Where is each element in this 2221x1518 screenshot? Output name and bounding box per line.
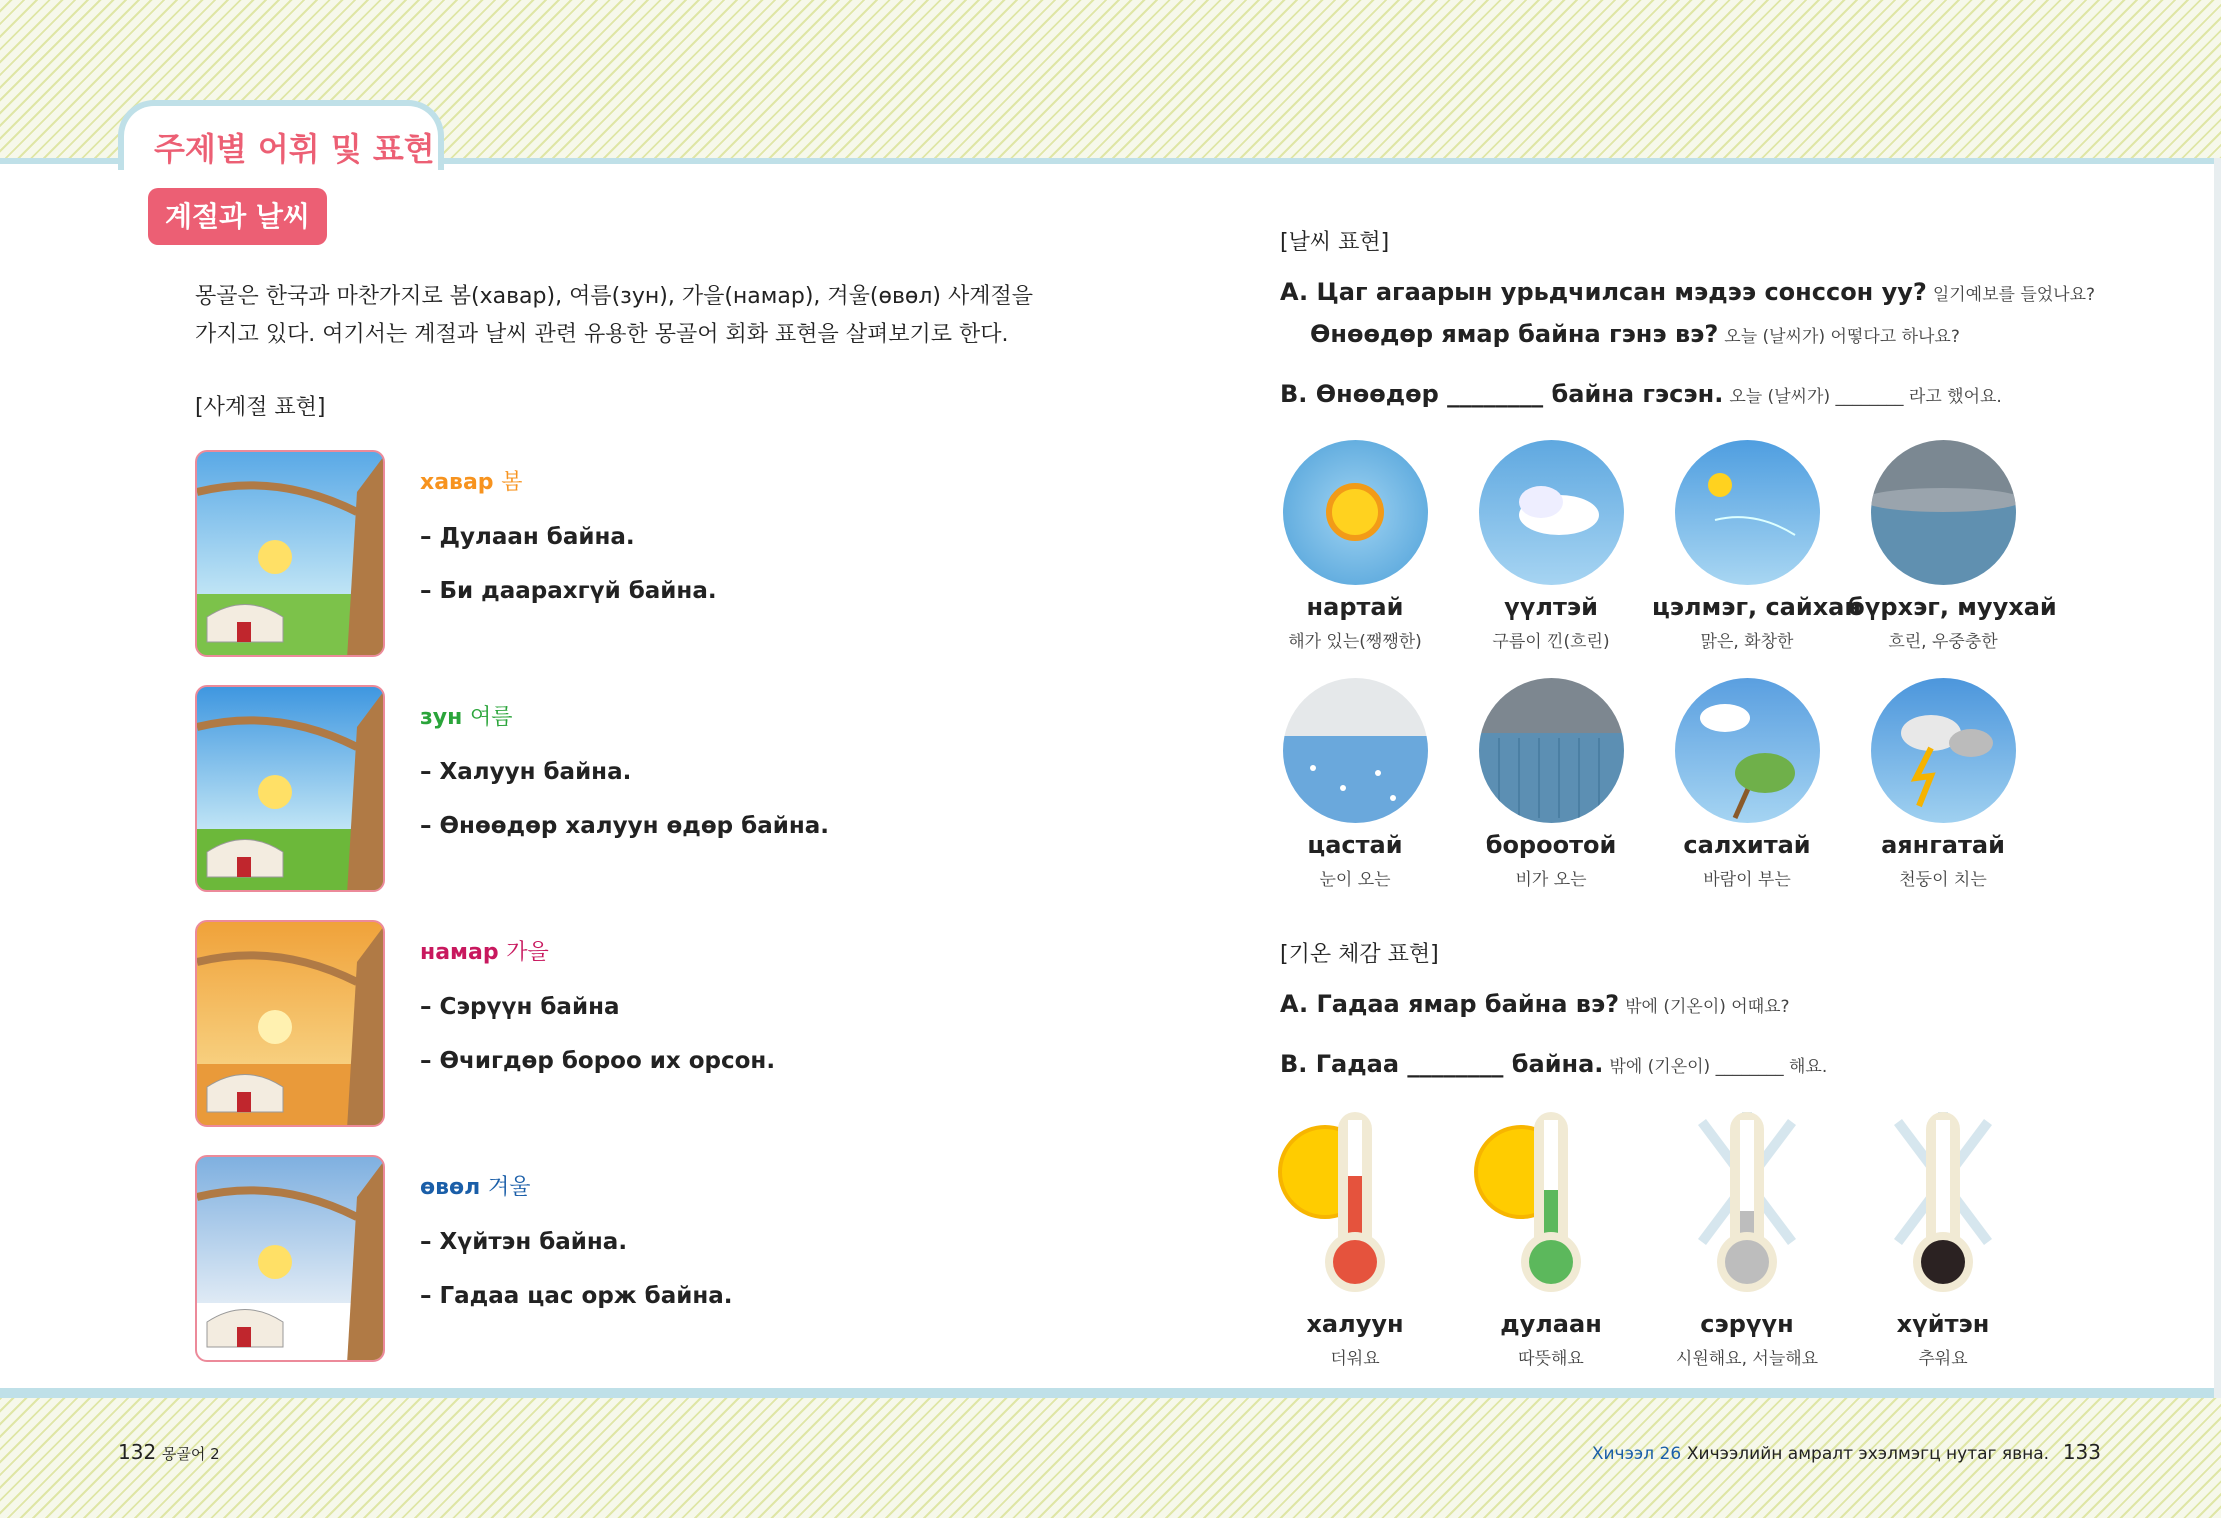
question-a2	[1310, 320, 1960, 348]
question-ko: 일기예보를 들었나요?	[1932, 285, 2096, 305]
lesson-title: Хичээлийн амралт эхэлмэгц нутаг явна.	[1686, 1444, 2050, 1464]
weather-heading: [날씨 표현]	[1280, 230, 1390, 255]
temperature-name-ko: 시원해요, 서늘해요	[1675, 1349, 1819, 1369]
question-ko: 오늘 (날씨가) 어떻다고 하나요?	[1724, 327, 1960, 347]
season-illustration	[195, 450, 385, 657]
question-mn: A. Гадаа ямар байна вэ?	[1280, 990, 1620, 1018]
answer-b	[1280, 380, 2002, 408]
temperature-name-mn: халуун	[1306, 1310, 1404, 1338]
answer-ko: 오늘 (날씨가) ________ 라고 했어요.	[1729, 387, 2002, 407]
intro-line: 몽골은 한국과 마찬가지로 봄(хавар), 여름(зун), 가을(намар), 겨울(өвөл) 사계절을	[195, 284, 1034, 309]
tree-ger-icon	[197, 1157, 385, 1362]
tree-ger-icon	[197, 452, 385, 657]
seasons-heading: [사계절 표현]	[195, 395, 326, 420]
season-name-ko: 겨울	[487, 1175, 531, 1200]
answer-mn: B. Өнөөдөр ________ байна гэсэн.	[1280, 380, 1724, 408]
thermometer-icon	[1466, 1102, 1636, 1302]
page-spine	[2214, 158, 2221, 1398]
weather-name-ko: 흐린, 우중충한	[1888, 632, 1998, 652]
overcast-icon	[1871, 440, 2016, 585]
weather-item	[1652, 440, 1861, 652]
weather-name-ko: 천둥이 치는	[1899, 870, 1987, 890]
weather-name-mn: бүрхэг, муухай	[1848, 593, 2057, 621]
weather-name-ko: 바람이 부는	[1703, 870, 1791, 890]
temperature-name-ko: 따뜻해요	[1518, 1349, 1584, 1369]
answer-ko: 밖에 (기온이) ________ 해요.	[1609, 1057, 1828, 1077]
weather-name-mn: цастай	[1307, 831, 1403, 859]
temperature-name-mn: дулаан	[1500, 1310, 1602, 1338]
season-illustration	[195, 920, 385, 1127]
temp-question-a	[1280, 990, 1790, 1018]
thermometer-icon	[1858, 1102, 2028, 1302]
answer-mn: B. Гадаа ________ байна.	[1280, 1050, 1604, 1078]
rain-icon	[1479, 678, 1624, 823]
footer-right	[1592, 1440, 2101, 1464]
temperature-name-mn: хүйтэн	[1896, 1310, 1990, 1338]
weather-name-mn: цэлмэг, сайхан	[1652, 593, 1861, 621]
season-phrase: – Өнөөдөр халуун өдөр байна.	[420, 813, 829, 839]
weather-name-ko: 맑은, 화창한	[1700, 632, 1794, 652]
temp-answer-b	[1280, 1050, 1827, 1078]
question-ko: 밖에 (기온이) 어때요?	[1625, 997, 1790, 1017]
weather-name-mn: аянгатай	[1881, 831, 2005, 859]
temperature-item	[1652, 1102, 1842, 1369]
page-number: 133	[2062, 1440, 2101, 1464]
temperature-item	[1456, 1102, 1646, 1369]
page-number: 132	[118, 1440, 157, 1464]
season-name-mn: намар	[420, 940, 499, 965]
sun-icon	[1283, 440, 1428, 585]
season-name-mn: өвөл	[420, 1175, 481, 1200]
tree-ger-icon	[197, 687, 385, 892]
weather-name-ko: 해가 있는(쨍쨍한)	[1288, 632, 1422, 652]
temperature-name-mn: сэрүүн	[1700, 1310, 1794, 1338]
season-block	[420, 465, 717, 632]
weather-name-mn: үүлтэй	[1504, 593, 1598, 621]
season-block	[420, 935, 775, 1102]
season-phrase: – Дулаан байна.	[420, 524, 635, 550]
season-block	[420, 1170, 733, 1337]
temp-heading: [기온 체감 표현]	[1280, 942, 1439, 967]
weather-item	[1260, 678, 1450, 890]
weather-name-mn: салхитай	[1683, 831, 1811, 859]
weather-item	[1260, 440, 1450, 652]
weather-item	[1456, 678, 1646, 890]
season-name-ko: 가을	[506, 940, 549, 965]
weather-name-mn: бороотой	[1485, 831, 1617, 859]
question-a	[1280, 278, 2095, 306]
question-mn: Өнөөдөр ямар байна гэнэ вэ?	[1310, 320, 1719, 348]
tree-ger-icon	[197, 922, 385, 1127]
season-phrase: – Би даарахгүй байна.	[420, 578, 717, 604]
thermometer-icon	[1270, 1102, 1440, 1302]
book-title: 몽골어 2	[161, 1445, 220, 1463]
weather-item	[1848, 440, 2057, 652]
cloud-icon	[1479, 440, 1624, 585]
temperature-item	[1260, 1102, 1450, 1369]
snow-icon	[1283, 678, 1428, 823]
weather-name-ko: 구름이 낀(흐린)	[1492, 632, 1610, 652]
temperature-item	[1848, 1102, 2038, 1369]
weather-item	[1848, 678, 2038, 890]
lesson-number: Хичээл 26	[1591, 1444, 1682, 1464]
weather-name-mn: нартай	[1306, 593, 1404, 621]
weather-item	[1652, 678, 1842, 890]
season-phrase: – Өчигдөр бороо их орсон.	[420, 1048, 776, 1074]
weather-name-ko: 눈이 오는	[1319, 870, 1391, 890]
section-label: 계절과 날씨	[148, 188, 327, 245]
season-name-mn: зун	[420, 705, 463, 730]
temperature-name-ko: 더워요	[1330, 1349, 1380, 1369]
chapter-tab: 주제별 어휘 및 표현	[118, 100, 444, 170]
season-phrase: – Хүйтэн байна.	[420, 1229, 628, 1255]
intro-line: 가지고 있다. 여기서는 계절과 날씨 관련 유용한 몽골어 회화 표현을 살펴보기로 한다.	[195, 322, 1009, 347]
footer-left	[118, 1440, 220, 1464]
season-name-mn: хавар	[420, 470, 494, 495]
weather-item	[1456, 440, 1646, 652]
season-phrase: – Халуун байна.	[420, 759, 632, 785]
intro-text	[195, 278, 1033, 354]
wind-icon	[1675, 678, 1820, 823]
temperature-name-ko: 추워요	[1918, 1349, 1968, 1369]
season-illustration	[195, 1155, 385, 1362]
weather-name-ko: 비가 오는	[1515, 870, 1587, 890]
clear-sky-icon	[1675, 440, 1820, 585]
thunder-icon	[1871, 678, 2016, 823]
season-name-ko: 봄	[501, 470, 523, 495]
season-phrase: – Сэрүүн байна	[420, 994, 620, 1020]
season-name-ko: 여름	[470, 705, 513, 730]
season-block	[420, 700, 829, 867]
season-illustration	[195, 685, 385, 892]
question-mn: A. Цаг агаарын урьдчилсан мэдээ сонссон уу?	[1280, 278, 1927, 306]
season-phrase: – Гадаа цас орж байна.	[420, 1283, 733, 1309]
thermometer-icon	[1662, 1102, 1832, 1302]
